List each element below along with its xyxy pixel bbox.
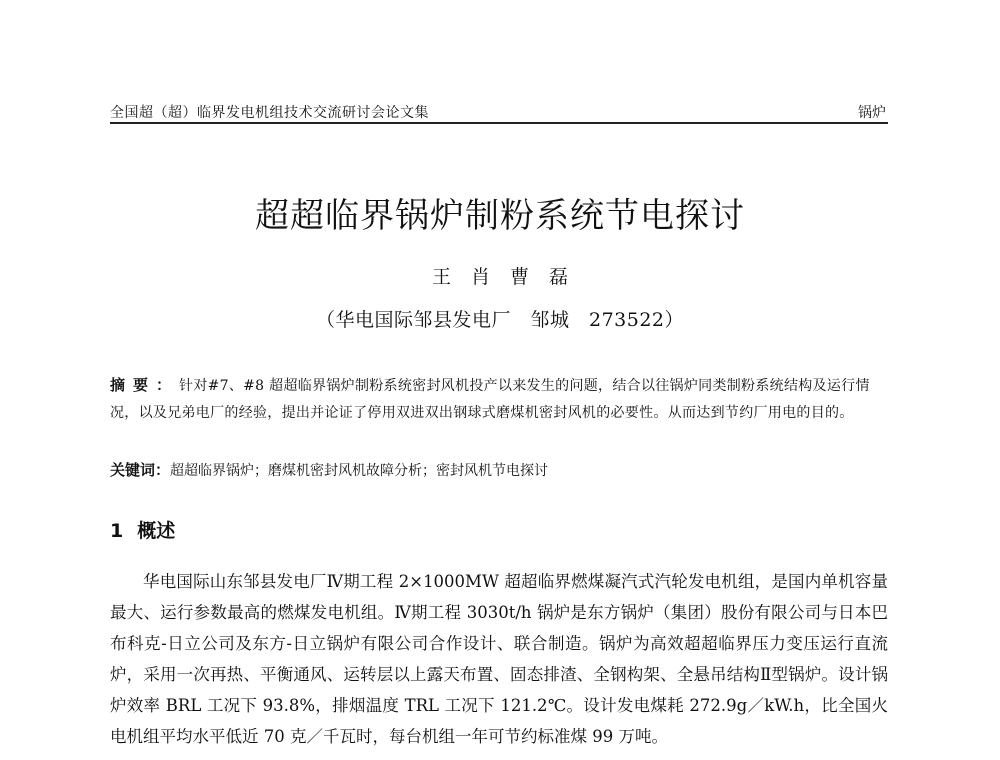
section-title: 概述 xyxy=(137,520,176,542)
keywords-text: 超超临界锅炉；磨煤机密封风机故障分析；密封风机节电探讨 xyxy=(170,463,549,479)
section-tag: 锅炉 xyxy=(858,105,886,121)
abstract xyxy=(110,372,888,427)
keywords-label: 关键词： xyxy=(110,461,171,479)
abstract-text: 针对#7、#8 超超临界锅炉制粉系统密封风机投产以来发生的问题，结合以往锅炉同类制粉系统结构及运行情况，以及兄弟电厂的经验，提出并论证了停用双进双出钢球式磨煤机密封风机的必要性。从而达到节约厂用电的目的。 xyxy=(110,378,870,421)
paper-title: 超超临界锅炉制粉系统节电探讨 xyxy=(255,196,745,236)
section-number: 1 xyxy=(110,520,124,542)
authors: 王 肖 曹 磊 xyxy=(431,266,569,288)
abstract-label: 摘要： xyxy=(110,376,180,394)
body-text xyxy=(110,566,888,752)
affiliation: （华电国际邹县发电厂 邹城 273522） xyxy=(315,309,685,331)
running-header xyxy=(110,100,888,124)
keywords xyxy=(110,459,888,480)
proceedings-title: 全国超（超）临界发电机组技术交流研讨会论文集 xyxy=(110,105,429,121)
section-heading xyxy=(110,516,175,543)
body-paragraph: 华电国际山东邹县发电厂Ⅳ期工程 2×1000MW 超超临界燃煤凝汽式汽轮发电机组，是国内单机容量最大、运行参数最高的燃煤发电机组。Ⅳ期工程 3030t/h 锅炉是东方锅炉（集团）股份有限公司与日本巴布科克-日立公司及东方-日立锅炉有限公司合作设计、联合制造。锅炉为高效超超临界压力变压运行直流炉，采用一次再热、平衡通风、运转层以上露天布置、固态排渣、全钢构架、全悬吊结构Ⅱ型锅炉。设计锅炉效率 BRL 工况下 93.8%，排烟温度 TRL 工况下 121.2℃。设计发电煤耗 272.9g／kW.h，比全国火电机组平均水平低近 70 克／千瓦时，每台机组一年可节约标准煤 99 万吨。 xyxy=(110,572,888,746)
